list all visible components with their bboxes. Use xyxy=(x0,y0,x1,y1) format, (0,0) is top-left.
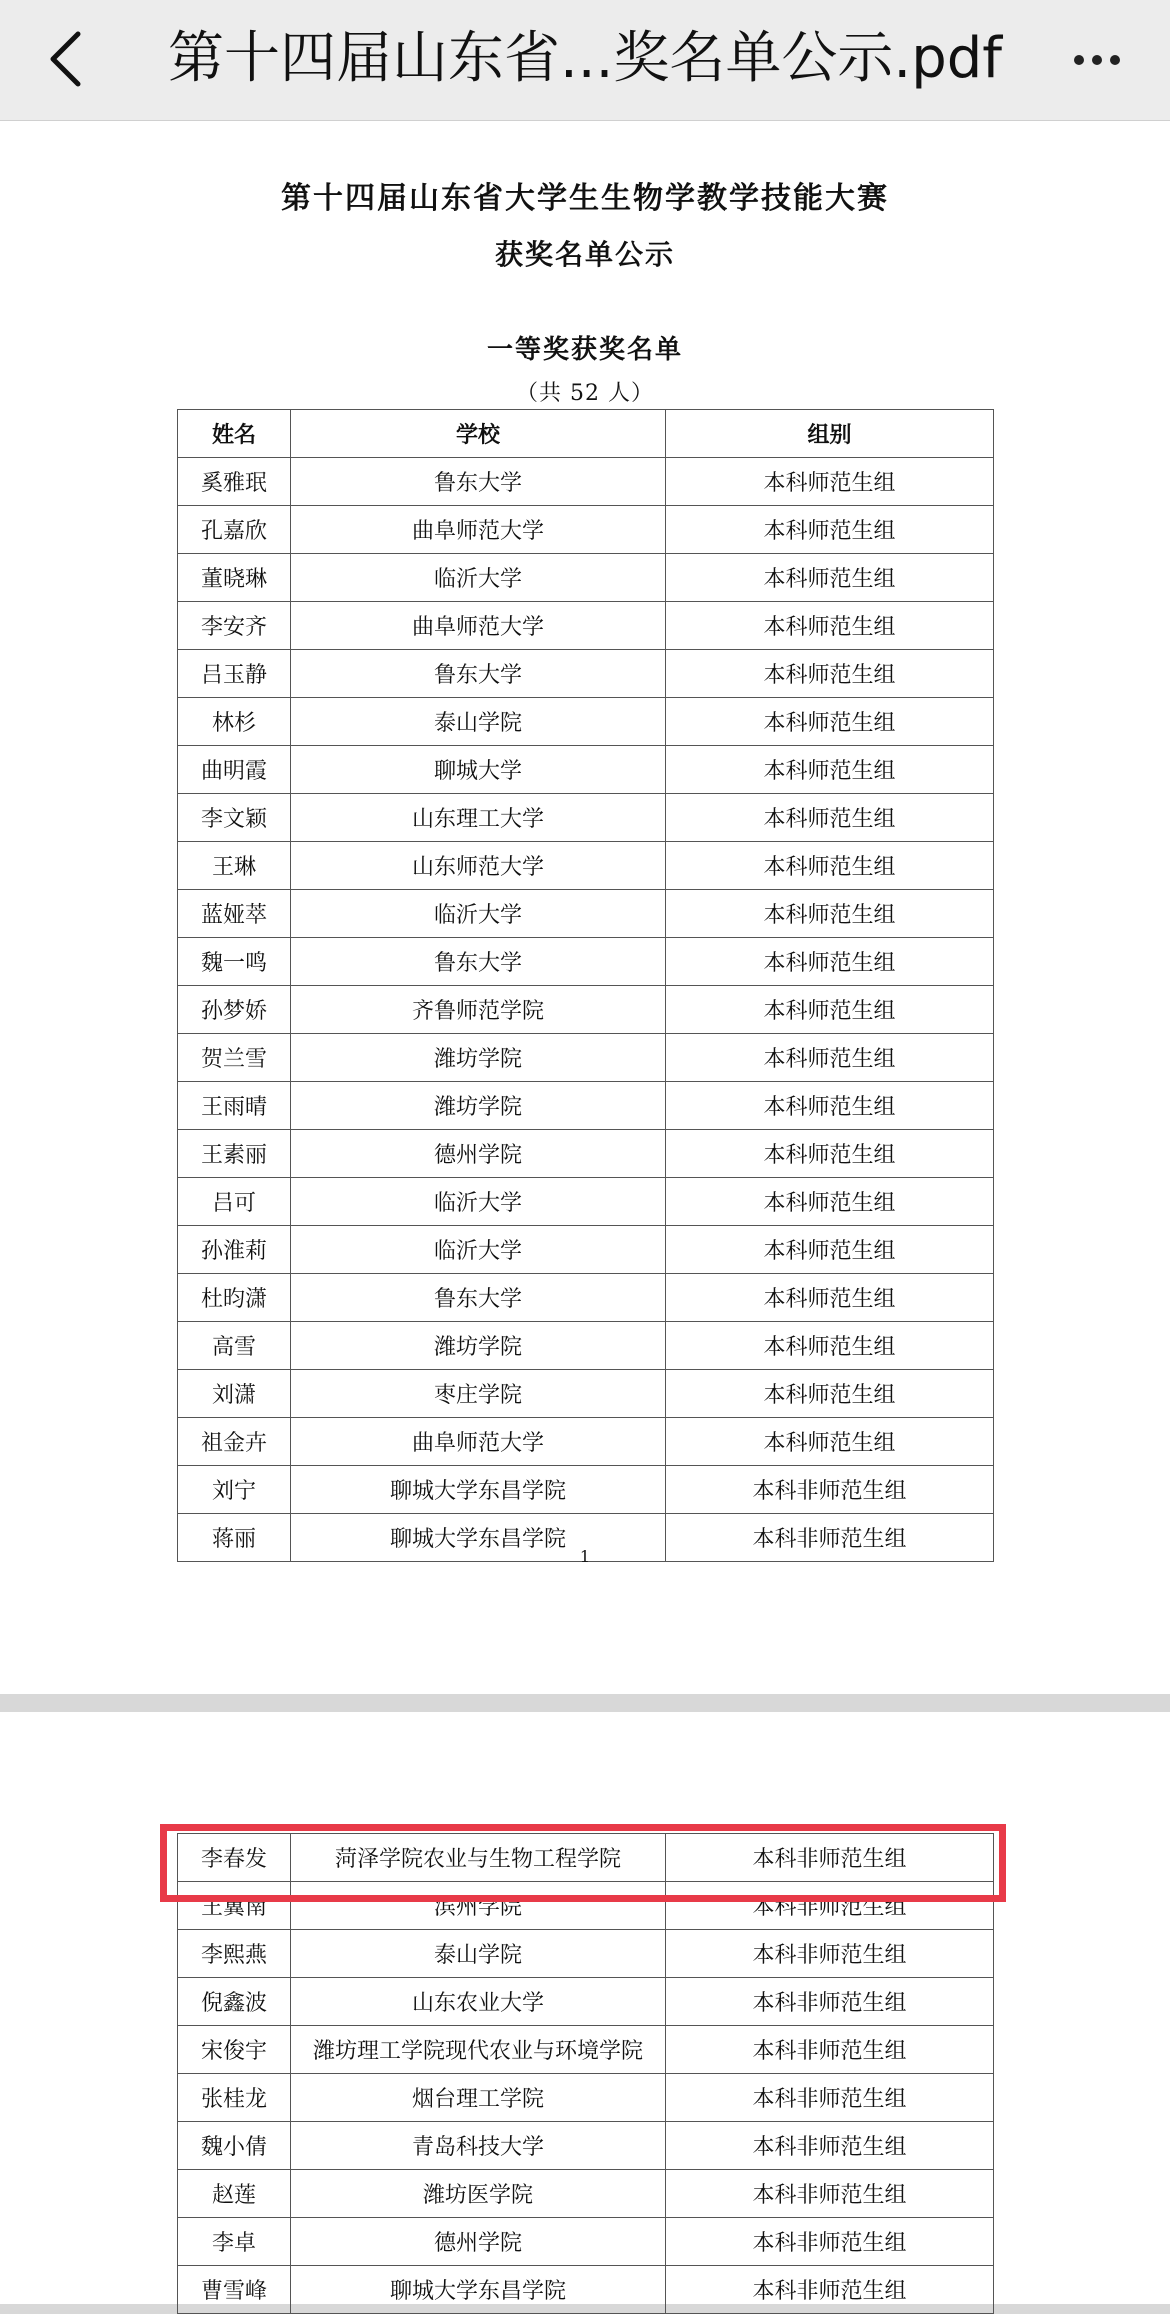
table-row xyxy=(178,1274,994,1322)
cell-school: 鲁东大学 xyxy=(291,938,666,986)
cell-group: 本科非师范生组 xyxy=(666,1882,994,1930)
table-row xyxy=(178,794,994,842)
cell-name: 刘潇 xyxy=(178,1370,291,1418)
table-row xyxy=(178,2026,994,2074)
header-name: 姓名 xyxy=(178,410,291,458)
cell-name: 王冀南 xyxy=(178,1882,291,1930)
table-row xyxy=(178,746,994,794)
cell-school: 曲阜师范大学 xyxy=(291,602,666,650)
chevron-left-icon xyxy=(48,30,82,88)
more-dot-icon xyxy=(1074,55,1084,65)
cell-group: 本科师范生组 xyxy=(666,1130,994,1178)
cell-name: 王琳 xyxy=(178,842,291,890)
cell-group: 本科非师范生组 xyxy=(666,1514,994,1562)
pdf-page-2[interactable] xyxy=(0,1712,1170,2304)
cell-group: 本科非师范生组 xyxy=(666,2074,994,2122)
cell-group: 本科师范生组 xyxy=(666,1370,994,1418)
cell-school: 临沂大学 xyxy=(291,890,666,938)
awards-table xyxy=(177,409,994,1562)
cell-group: 本科师范生组 xyxy=(666,1322,994,1370)
cell-school: 临沂大学 xyxy=(291,1226,666,1274)
cell-name: 祖金卉 xyxy=(178,1418,291,1466)
table-row xyxy=(178,2266,994,2314)
table-row xyxy=(178,2074,994,2122)
awards-table-continued xyxy=(177,1833,994,2314)
cell-name: 吕玉静 xyxy=(178,650,291,698)
cell-name: 李熙燕 xyxy=(178,1930,291,1978)
cell-school: 聊城大学东昌学院 xyxy=(291,1466,666,1514)
table-row xyxy=(178,1178,994,1226)
cell-school: 山东农业大学 xyxy=(291,1978,666,2026)
cell-name: 倪鑫波 xyxy=(178,1978,291,2026)
table-row xyxy=(178,938,994,986)
cell-school: 曲阜师范大学 xyxy=(291,506,666,554)
cell-group: 本科师范生组 xyxy=(666,938,994,986)
table-row xyxy=(178,890,994,938)
cell-group: 本科师范生组 xyxy=(666,1226,994,1274)
table-row xyxy=(178,1034,994,1082)
table-row xyxy=(178,1130,994,1178)
table-row xyxy=(178,1882,994,1930)
table-row xyxy=(178,1978,994,2026)
table-row xyxy=(178,1418,994,1466)
document-subheading: 获奖名单公示 xyxy=(494,238,675,271)
more-options-button[interactable] xyxy=(1064,30,1130,90)
cell-group: 本科非师范生组 xyxy=(666,2218,994,2266)
cell-school: 德州学院 xyxy=(291,1130,666,1178)
cell-name: 魏一鸣 xyxy=(178,938,291,986)
section-title: 一等奖获奖名单 xyxy=(486,335,683,365)
table-row xyxy=(178,1370,994,1418)
cell-name: 孔嘉欣 xyxy=(178,506,291,554)
cell-school: 泰山学院 xyxy=(291,1930,666,1978)
cell-group: 本科师范生组 xyxy=(666,698,994,746)
table-row xyxy=(178,842,994,890)
table-row xyxy=(178,650,994,698)
table-row xyxy=(178,2170,994,2218)
cell-school: 鲁东大学 xyxy=(291,458,666,506)
winner-count: （共 52 人） xyxy=(516,381,654,406)
table-row xyxy=(178,986,994,1034)
cell-school: 泰山学院 xyxy=(291,698,666,746)
page-number: 1 xyxy=(579,1547,591,1566)
cell-name: 王素丽 xyxy=(178,1130,291,1178)
cell-group: 本科非师范生组 xyxy=(666,1930,994,1978)
cell-name: 赵莲 xyxy=(178,2170,291,2218)
cell-group: 本科师范生组 xyxy=(666,794,994,842)
back-button[interactable] xyxy=(40,26,90,92)
cell-group: 本科师范生组 xyxy=(666,1418,994,1466)
cell-name: 曹雪峰 xyxy=(178,2266,291,2314)
table-row xyxy=(178,1834,994,1882)
cell-school: 潍坊医学院 xyxy=(291,2170,666,2218)
cell-school: 鲁东大学 xyxy=(291,650,666,698)
cell-group: 本科非师范生组 xyxy=(666,1834,994,1882)
table-row xyxy=(178,698,994,746)
pdf-page-1[interactable] xyxy=(0,121,1170,1694)
document-title: 第十四届山东省...奖名单公示.pdf xyxy=(167,26,1002,91)
cell-group: 本科师范生组 xyxy=(666,890,994,938)
cell-school: 德州学院 xyxy=(291,2218,666,2266)
cell-school: 菏泽学院农业与生物工程学院 xyxy=(291,1834,666,1882)
cell-name: 高雪 xyxy=(178,1322,291,1370)
cell-school: 潍坊学院 xyxy=(291,1082,666,1130)
table-row xyxy=(178,602,994,650)
cell-school: 山东师范大学 xyxy=(291,842,666,890)
cell-name: 李卓 xyxy=(178,2218,291,2266)
table-row xyxy=(178,2218,994,2266)
cell-name: 宋俊宇 xyxy=(178,2026,291,2074)
cell-school: 潍坊学院 xyxy=(291,1322,666,1370)
cell-name: 张桂龙 xyxy=(178,2074,291,2122)
cell-name: 贺兰雪 xyxy=(178,1034,291,1082)
cell-group: 本科师范生组 xyxy=(666,554,994,602)
cell-name: 刘宁 xyxy=(178,1466,291,1514)
table-header-row xyxy=(178,410,994,458)
cell-school: 潍坊学院 xyxy=(291,1034,666,1082)
cell-name: 蓝娅萃 xyxy=(178,890,291,938)
table-row xyxy=(178,506,994,554)
cell-name: 孙梦娇 xyxy=(178,986,291,1034)
cell-school: 山东理工大学 xyxy=(291,794,666,842)
table-row xyxy=(178,1930,994,1978)
cell-group: 本科师范生组 xyxy=(666,602,994,650)
cell-group: 本科非师范生组 xyxy=(666,2170,994,2218)
cell-name: 王雨晴 xyxy=(178,1082,291,1130)
cell-name: 孙淮莉 xyxy=(178,1226,291,1274)
more-dot-icon xyxy=(1110,55,1120,65)
cell-school: 齐鲁师范学院 xyxy=(291,986,666,1034)
cell-group: 本科师范生组 xyxy=(666,1178,994,1226)
document-heading: 第十四届山东省大学生生物学教学技能大赛 xyxy=(281,181,889,216)
cell-group: 本科师范生组 xyxy=(666,458,994,506)
table-row xyxy=(178,2122,994,2170)
cell-group: 本科师范生组 xyxy=(666,1082,994,1130)
more-dot-icon xyxy=(1092,55,1102,65)
table-row xyxy=(178,1466,994,1514)
cell-group: 本科师范生组 xyxy=(666,1034,994,1082)
table-row xyxy=(178,554,994,602)
cell-school: 临沂大学 xyxy=(291,1178,666,1226)
table-row xyxy=(178,1322,994,1370)
cell-name: 李春发 xyxy=(178,1834,291,1882)
viewer-top-bar xyxy=(0,0,1170,121)
cell-name: 吕可 xyxy=(178,1178,291,1226)
cell-group: 本科师范生组 xyxy=(666,650,994,698)
cell-group: 本科非师范生组 xyxy=(666,2266,994,2314)
cell-group: 本科非师范生组 xyxy=(666,1978,994,2026)
cell-school: 聊城大学东昌学院 xyxy=(291,2266,666,2314)
header-group: 组别 xyxy=(666,410,994,458)
cell-school: 聊城大学东昌学院 xyxy=(291,1514,666,1562)
cell-name: 李安齐 xyxy=(178,602,291,650)
cell-school: 青岛科技大学 xyxy=(291,2122,666,2170)
cell-school: 潍坊理工学院现代农业与环境学院 xyxy=(291,2026,666,2074)
cell-school: 枣庄学院 xyxy=(291,1370,666,1418)
cell-school: 聊城大学 xyxy=(291,746,666,794)
cell-group: 本科师范生组 xyxy=(666,1274,994,1322)
cell-group: 本科师范生组 xyxy=(666,842,994,890)
cell-name: 魏小倩 xyxy=(178,2122,291,2170)
cell-name: 蒋丽 xyxy=(178,1514,291,1562)
cell-school: 临沂大学 xyxy=(291,554,666,602)
cell-school: 曲阜师范大学 xyxy=(291,1418,666,1466)
cell-name: 林杉 xyxy=(178,698,291,746)
cell-school: 烟台理工学院 xyxy=(291,2074,666,2122)
cell-group: 本科非师范生组 xyxy=(666,2026,994,2074)
table-row xyxy=(178,1226,994,1274)
table-row xyxy=(178,458,994,506)
cell-group: 本科非师范生组 xyxy=(666,2122,994,2170)
cell-school: 滨州学院 xyxy=(291,1882,666,1930)
cell-group: 本科师范生组 xyxy=(666,746,994,794)
header-school: 学校 xyxy=(291,410,666,458)
cell-group: 本科师范生组 xyxy=(666,986,994,1034)
table-row xyxy=(178,1082,994,1130)
cell-group: 本科非师范生组 xyxy=(666,1466,994,1514)
cell-name: 董晓琳 xyxy=(178,554,291,602)
cell-school: 鲁东大学 xyxy=(291,1274,666,1322)
cell-name: 杜昀潇 xyxy=(178,1274,291,1322)
cell-name: 李文颖 xyxy=(178,794,291,842)
cell-name: 曲明霞 xyxy=(178,746,291,794)
cell-name: 奚雅珉 xyxy=(178,458,291,506)
cell-group: 本科师范生组 xyxy=(666,506,994,554)
